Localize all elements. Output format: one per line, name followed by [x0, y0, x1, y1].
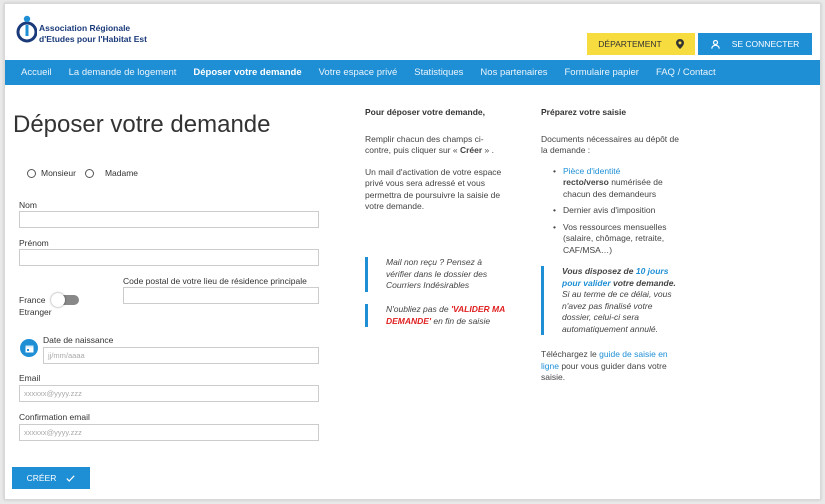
user-icon	[711, 40, 720, 49]
page	[4, 3, 821, 500]
instructions-paragraph-1	[365, 134, 505, 157]
deadline-note-detail: Si au terme de ce délai, vous n'avez pas finalisé votre dossier, celui-ci sera automatiquement annulé.	[562, 289, 672, 334]
radio-madame[interactable]	[85, 169, 94, 178]
create-button[interactable]	[12, 467, 90, 489]
guide-download	[541, 349, 681, 384]
nom-input[interactable]	[19, 211, 319, 228]
country-toggle[interactable]	[53, 295, 79, 305]
validate-reminder-note	[365, 304, 505, 327]
guide-link[interactable]: guide de saisie en ligne	[541, 349, 668, 371]
list-item	[541, 166, 681, 201]
instructions-heading: Pour déposer votre demande,	[365, 107, 485, 117]
logo-icon	[15, 15, 37, 45]
map-pin-icon	[676, 39, 684, 49]
main-nav	[5, 60, 821, 85]
radio-madame-label[interactable]: Madame	[104, 168, 139, 178]
toggle-label-france: France	[19, 295, 46, 305]
email-label: Email	[19, 373, 41, 383]
civility-radio-group	[27, 168, 138, 178]
radio-monsieur[interactable]	[27, 169, 36, 178]
doc1-bold: recto/verso	[563, 177, 609, 187]
deadline-note-a: Vous disposez de	[562, 266, 636, 276]
instr-p1-end: » .	[482, 145, 494, 155]
prepare-column	[541, 107, 681, 261]
postal-code-label: Code postal de votre lieu de résidence principale	[123, 276, 307, 286]
calendar-glyph-icon	[25, 344, 34, 353]
id-document-link[interactable]: Pièce d'identité	[563, 165, 621, 176]
department-button-label: DÉPARTEMENT	[598, 39, 662, 49]
nav-item-espace-prive[interactable]: Votre espace privé	[318, 67, 398, 78]
page-title: Déposer votre demande	[13, 111, 271, 138]
login-button-label: SE CONNECTER	[731, 39, 800, 49]
birth-date-input[interactable]: jj/mm/aaaa	[43, 347, 319, 364]
instr-p1-text: Remplir chacun des champs ci-contre, puis cliquer sur «	[365, 133, 484, 155]
org-line-1: Association Régionale	[39, 23, 131, 33]
nav-item-formulaire-papier[interactable]: Formulaire papier	[564, 67, 639, 78]
toggle-knob	[51, 293, 65, 307]
nav-item-deposer-demande[interactable]: Déposer votre demande	[193, 67, 302, 78]
nav-item-statistiques[interactable]: Statistiques	[414, 67, 464, 78]
guide-text-a: Téléchargez le	[541, 349, 600, 359]
nav-item-accueil[interactable]: Accueil	[21, 67, 52, 78]
nav-item-demande-logement[interactable]: La demande de logement	[68, 67, 177, 78]
instr-p1-bold: Créer	[459, 145, 483, 155]
instructions-paragraph-2: Un mail d'activation de votre espace privé vous sera adressé et vous permettra de poursuivre la saisie de votre demande.	[365, 166, 502, 211]
guide-text-c: pour vous guider dans votre saisie.	[541, 360, 667, 382]
prepare-heading: Préparez votre saisie	[541, 107, 627, 117]
nav-item-faq-contact[interactable]: FAQ / Contact	[655, 67, 716, 78]
deadline-note-highlight: 10 jours pour valider	[562, 266, 669, 288]
birth-date-label: Date de naissance	[43, 335, 114, 345]
nav-item-partenaires[interactable]: Nos partenaires	[480, 67, 548, 78]
deadline-note	[541, 266, 679, 335]
org-name	[39, 23, 147, 44]
prenom-label: Prénom	[19, 238, 49, 248]
doc1-rest: numérisée de chacun des demandeurs	[563, 177, 663, 199]
calendar-icon[interactable]	[20, 339, 38, 357]
prepare-intro: Documents nécessaires au dépôt de la demande :	[541, 133, 679, 155]
prenom-input[interactable]	[19, 249, 319, 266]
validate-note-text: N'oubliez pas de	[386, 304, 451, 314]
deadline-note-c: votre demande.	[610, 277, 676, 288]
documents-list	[541, 166, 681, 257]
org-line-2: d'Etudes pour l'Habitat Est	[39, 33, 147, 44]
postal-code-input[interactable]	[123, 287, 319, 304]
validate-note-highlight: 'VALIDER MA DEMANDE'	[386, 304, 505, 326]
list-item: • Dernier avis d'imposition	[541, 205, 681, 217]
logo[interactable]	[15, 13, 185, 51]
department-button[interactable]	[587, 33, 695, 55]
create-button-label: CRÉER	[26, 473, 57, 483]
login-button[interactable]	[698, 33, 812, 55]
instructions-column	[365, 107, 505, 213]
validate-note-end: en fin de saisie	[431, 315, 491, 326]
list-item: • Vos ressources mensuelles (salaire, chômage, retraite, CAF/MSA…)	[541, 222, 681, 257]
email-confirm-label: Confirmation email	[19, 412, 90, 422]
toggle-label-etranger: Etranger	[19, 307, 52, 317]
email-confirm-input[interactable]: xxxxxx@yyyy.zzz	[19, 424, 319, 441]
radio-monsieur-label[interactable]: Monsieur	[41, 168, 76, 178]
email-input[interactable]: xxxxxx@yyyy.zzz	[19, 385, 319, 402]
nom-label: Nom	[19, 200, 37, 210]
mail-not-received-note: Mail non reçu ? Pensez à vérifier dans le dossier des Courriers Indésirables	[365, 257, 505, 292]
check-icon	[66, 475, 75, 482]
